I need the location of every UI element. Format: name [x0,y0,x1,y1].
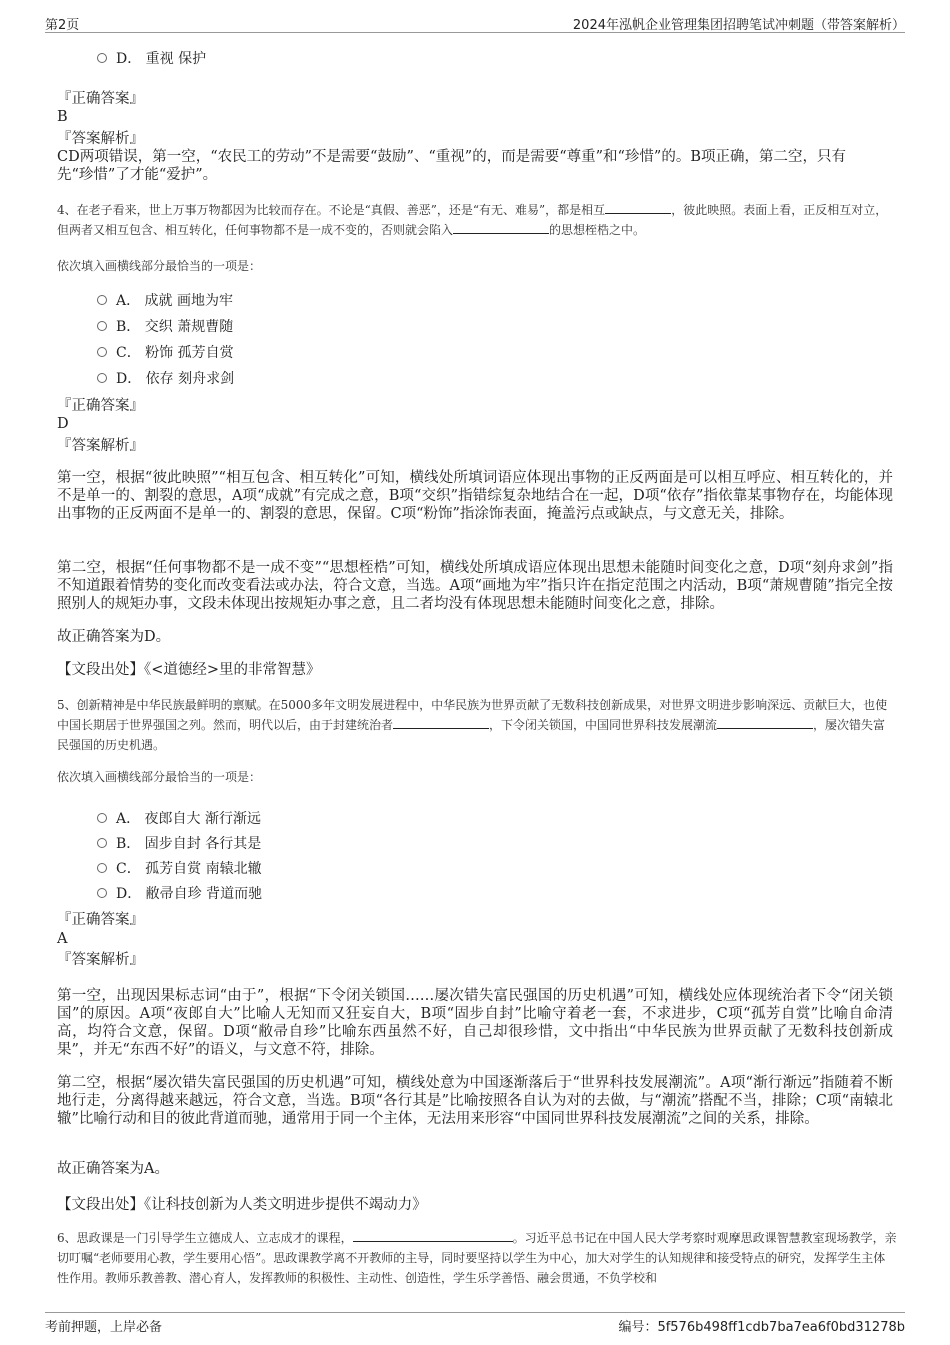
q5-source: 【文段出处】《让科技创新为人类文明进步提供不竭动力》 [57,1197,427,1213]
q5-option-a[interactable]: A． 夜郎自大 渐行渐远 [97,808,261,826]
document-code: 编号：5f576b498ff1cdb7ba7ea6f0bd31278b [618,1320,905,1335]
q5-answer: A [57,931,68,947]
page-header [45,12,905,33]
blank-line [453,221,549,234]
q4-analysis-label: 『答案解析』 [57,438,144,454]
page-footer [45,1312,905,1335]
radio-icon[interactable] [97,863,107,873]
q3-option-d[interactable]: D． 重视 保护 [97,48,206,66]
q3-answer: B [57,109,68,125]
document-title: 2024年泓帆企业管理集团招聘笔试冲刺题（带答案解析） [572,18,905,33]
q5-option-d[interactable]: D． 敝帚自珍 背道而驰 [97,883,262,901]
page-number: 第2页 [45,18,80,33]
radio-icon[interactable] [97,373,107,383]
q4-conclusion: 故正确答案为D。 [57,629,171,645]
q4-stem: 4、在老子看来，世上万事万物都因为比较而存在。不论是“真假、善恶”，还是“有无、难易”，都是相互 ，彼此映照。表面上看，正反相互对立，但两者又相互包含、相互转化，任何事物都不是一成不变的，否则就会陷入 的思想桎梏之中。 [57,203,888,237]
q4-option-b[interactable]: B． 交织 萧规曹随 [97,316,233,334]
blank-line [393,716,489,729]
q3-answer-label: 『正确答案』 [57,91,144,107]
q4-option-d[interactable]: D． 依存 刻舟求剑 [97,368,234,386]
footer-slogan: 考前押题，上岸必备 [45,1320,163,1335]
radio-icon[interactable] [97,347,107,357]
radio-icon[interactable] [97,838,107,848]
q3-analysis: CD两项错误，第一空，“农民工的劳动”不是需要“鼓励”、“重视”的，而是需要“尊重”和“珍惜”的。B项正确，第二空，只有先“珍惜”了才能“爱护”。 [57,149,846,183]
q5-stem: 5、创新精神是中华民族最鲜明的禀赋。在5000多年文明发展进程中，中华民族为世界贡献了无数科技创新成果，对世界文明进步影响深远、贡献巨大，也使中国长期居于世界强国之列。然而，明代以后，由于封建统治者 ，下令闭关锁国，中国同世界科技发展潮流 ，屡次错失富民强国的历史机遇。 [57,698,888,752]
q5-answer-label: 『正确答案』 [57,912,144,928]
radio-icon[interactable] [97,813,107,823]
q6-stem: 6、思政课是一门引导学生立德成人、立志成才的课程， 。习近平总书记在中国人民大学考察时观摩思政课智慧教室现场教学，亲切叮嘱“老师要用心教，学生要用心悟”。思政课教学离不开教师的主导，同时要坚持以学生为中心，加大对学生的认知规律和接受特点的研究，发挥学生主体性作用。教师乐教善教、潜心育人，发挥教师的积极性、主动性、创造性，学生乐学善悟、融会贯通，不负学校和 [57,1231,897,1285]
q5-analysis-p2: 第二空，根据“屡次错失富民强国的历史机遇”可知，横线处意为中国逐渐落后于“世界科技发展潮流”。A项“渐行渐远”指随着不断地行走，分离得越来越远，符合文意，当选。B项“各行其是”比喻按照各自认为对的去做，与“潮流”搭配不当，排除；C项“南辕北辙”比喻行动和目的彼此背道而驰，通常用于同一个主体，无法用来形容“中国同世界科技发展潮流”之间的关系，排除。 [57,1075,893,1127]
q4-answer-label: 『正确答案』 [57,398,144,414]
q3-analysis-label: 『答案解析』 [57,131,144,147]
radio-icon[interactable] [97,888,107,898]
radio-icon[interactable] [97,295,107,305]
q5-analysis-label: 『答案解析』 [57,952,144,968]
q5-option-c[interactable]: C． 孤芳自赏 南辕北辙 [97,858,262,876]
q4-analysis-p1: 第一空，根据“彼此映照”“相互包含、相互转化”可知，横线处所填词语应体现出事物的正反两面是可以相互呼应、相互转化的，并不是单一的、割裂的意思，A项“成就”有完成之意，B项“交织”指错综复杂地结合在一起，D项“依存”指依靠某事物存在，均能体现出事物的正反两面不是单一的、割裂的意思，保留。C项“粉饰”指涂饰表面，掩盖污点或缺点，与文意无关，排除。 [57,470,893,522]
q4-prompt: 依次填入画横线部分最恰当的一项是： [57,259,262,273]
q5-analysis-p1: 第一空，出现因果标志词“由于”，根据“下令闭关锁国……屡次错失富民强国的历史机遇”可知，横线处应体现统治者下令“闭关锁国”的原因。A项“夜郎自大”比喻人无知而又狂妄自大，B项“固步自封”比喻守着老一套，不求进步，C项“孤芳自赏”比喻自命清高，均符合文意，保留。D项“敝帚自珍”比喻东西虽然不好，自己却很珍惜，文中指出“中华民族为世界贡献了无数科技创新成果”，并无“东西不好”的语义，与文意不符，排除。 [57,988,893,1058]
q4-analysis-p2: 第二空，根据“任何事物都不是一成不变”“思想桎梏”可知，横线处所填成语应体现出思想未能随时间变化之意，D项“刻舟求剑”指不知道跟着情势的变化而改变看法或办法，符合文意，当选。A项“画地为牢”指只许在指定范围之内活动，B项“萧规曹随”指完全按照别人的规矩办事，文段未体现出按规矩办事之意，且二者均没有体现思想未能随时间变化之意，排除。 [57,560,893,612]
blank-line [605,201,671,214]
blank-line [353,1229,513,1242]
q5-prompt: 依次填入画横线部分最恰当的一项是： [57,770,262,784]
radio-icon[interactable] [97,321,107,331]
blank-line [717,716,813,729]
q5-option-b[interactable]: B． 固步自封 各行其是 [97,833,261,851]
q5-conclusion: 故正确答案为A。 [57,1161,169,1177]
q4-option-a[interactable]: A． 成就 画地为牢 [97,290,233,308]
q4-option-c[interactable]: C． 粉饰 孤芳自赏 [97,342,234,360]
radio-icon[interactable] [97,53,107,63]
q4-source: 【文段出处】《<道德经>里的非常智慧》 [57,662,321,678]
q4-answer: D [57,416,69,432]
